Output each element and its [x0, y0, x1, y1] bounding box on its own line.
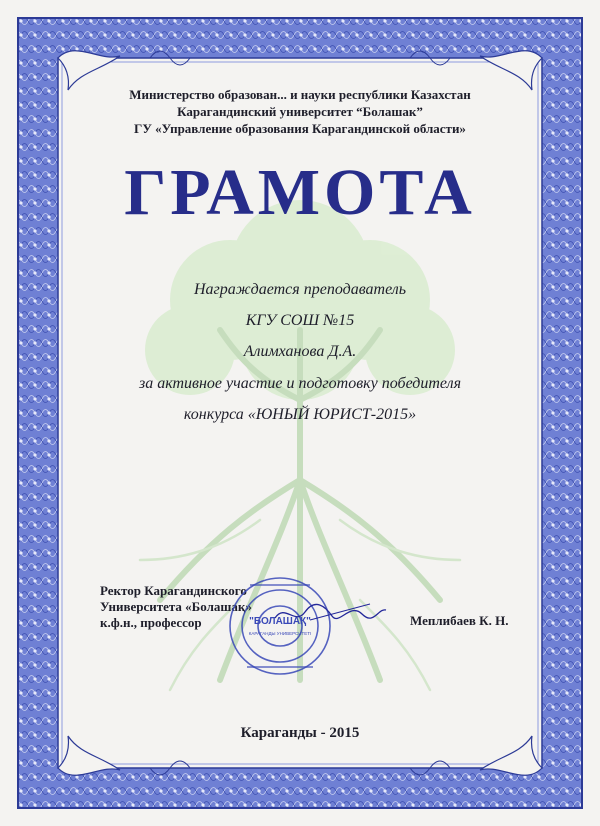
award-line-recipient-role: Награждается преподаватель — [193, 281, 407, 298]
signatory-institution: Университета «Болашақ» — [100, 599, 252, 614]
header-line-university: Карагандинский университет “Болашак” — [177, 104, 423, 119]
stamp-center-text: "БОЛАШАҚ" — [249, 616, 311, 627]
signatory-name: Меплибаев К. Н. — [410, 613, 509, 628]
header-line-ministry: Министерство образован... и науки республики Казахстан — [129, 87, 471, 102]
signatory-degree: к.ф.н., профессор — [100, 615, 202, 630]
place-and-year: Караганды - 2015 — [240, 725, 360, 741]
certificate-title: ГРАМОТА — [124, 156, 476, 229]
award-line-school: КГУ СОШ №15 — [245, 312, 355, 329]
award-line-name: Алимханова Д.А. — [243, 343, 357, 360]
issuer-header — [0, 86, 600, 137]
stamp-small-text: КАРАГАНДЫ УНИВЕРСИТЕТІ — [248, 631, 312, 636]
award-line-reason: за активное участие и подготовку победителя — [138, 375, 462, 392]
signatory-title: Ректор Карагандинского — [100, 583, 247, 598]
award-line-contest: конкурса «ЮНЫЙ ЮРИСТ-2015» — [183, 406, 417, 423]
header-line-department: ГУ «Управление образования Карагандинской области» — [134, 121, 466, 136]
handwritten-signature — [270, 598, 390, 628]
